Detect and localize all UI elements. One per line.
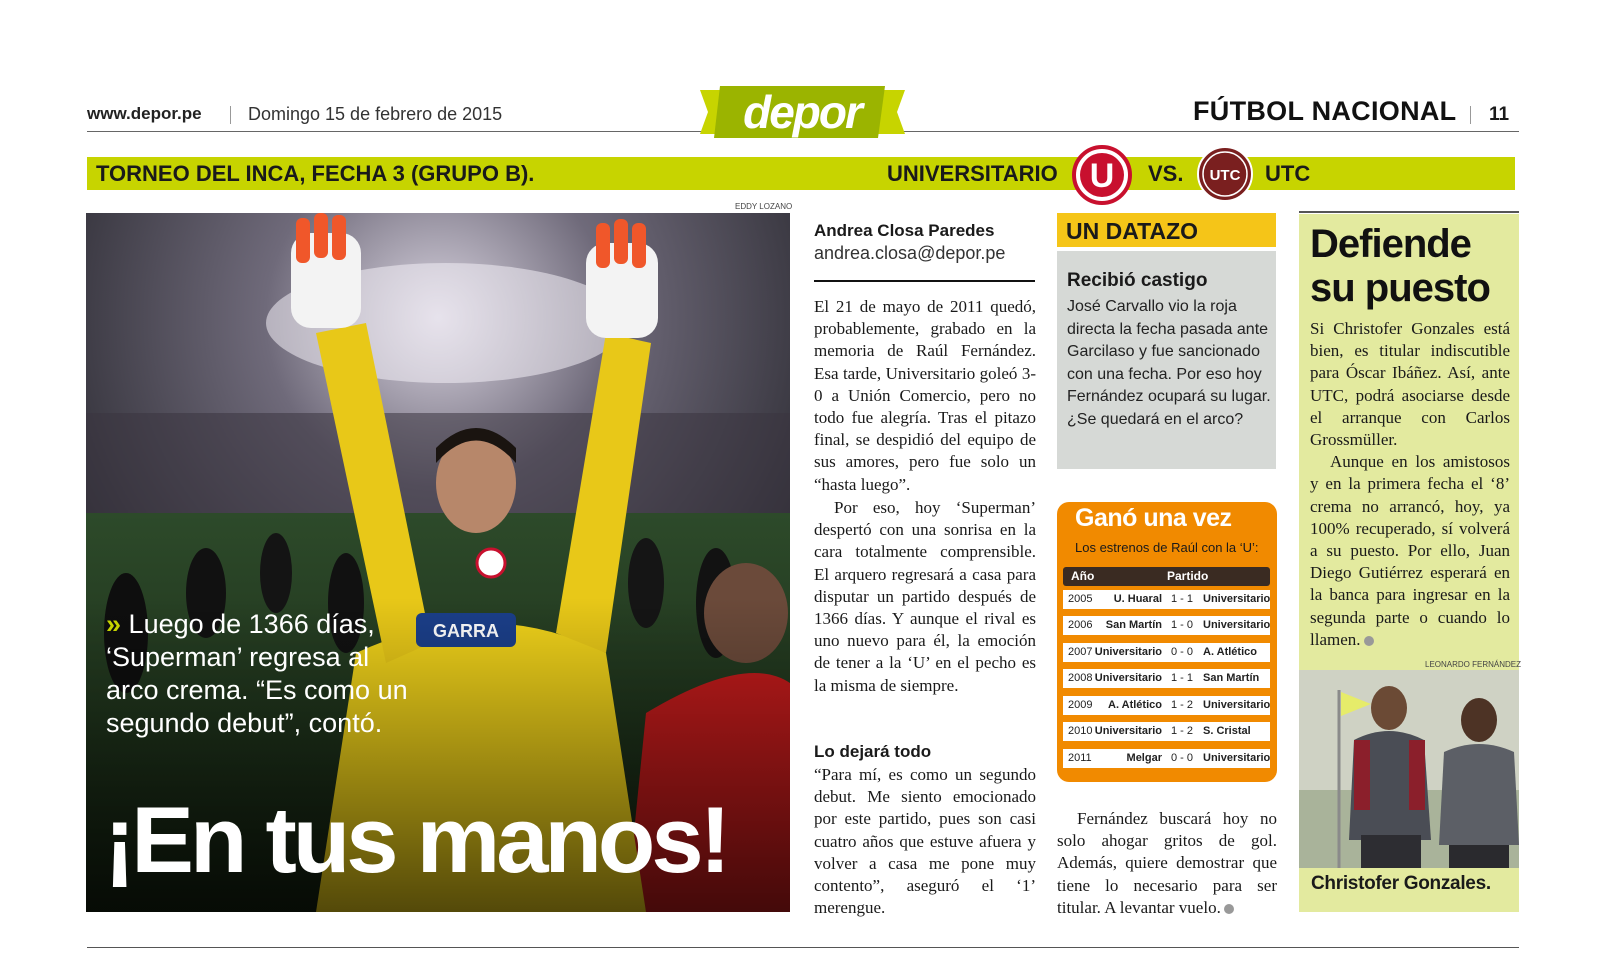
row-home: Universitario bbox=[1094, 672, 1162, 684]
row-home: Universitario bbox=[1094, 725, 1162, 737]
table-row bbox=[1063, 643, 1270, 662]
row-score: 1 - 1 bbox=[1171, 672, 1194, 684]
universitario-crest-icon bbox=[1072, 145, 1132, 205]
sidebar-text bbox=[1310, 318, 1510, 651]
sidebar-photo-credit: LEONARDO FERNÁNDEZ bbox=[1425, 660, 1522, 669]
sidebar-paragraph-text: Aunque en los amistosos y en la primera fecha el ‘8’ crema no arrancó, hoy, ya 100% recuperado, sí volverá a su puesto. Por ello, Juan Diego Gutiérrez esperará en la banca para ingresar en la segunda parte o cuando lo llamen. bbox=[1310, 452, 1510, 649]
article-subhead: Lo dejará todo bbox=[814, 742, 932, 761]
row-away: Universitario bbox=[1203, 593, 1271, 605]
row-year: 2009 bbox=[1068, 699, 1093, 711]
row-year: 2008 bbox=[1068, 672, 1093, 684]
sidebar-paragraph: Si Christofer Gonzales está bien, es titular indiscutible para Óscar Ibáñez. Así, ante UTC, podrá asociarse desde el arranque con Carlos Grossmüller. bbox=[1310, 319, 1510, 450]
page-bottom-rule bbox=[87, 947, 1519, 948]
page-number: 11 bbox=[1489, 104, 1510, 125]
table-row bbox=[1063, 590, 1270, 609]
headline: ¡En tus manos! bbox=[104, 787, 727, 892]
article-closing bbox=[1057, 808, 1277, 919]
row-home: U. Huaral bbox=[1113, 593, 1162, 605]
row-score: 1 - 2 bbox=[1171, 725, 1194, 737]
row-away: Universitario bbox=[1203, 699, 1271, 711]
end-mark-icon bbox=[1364, 636, 1374, 646]
site-url: www.depor.pe bbox=[87, 104, 202, 123]
article-quote: “Para mí, es como un segundo debut. Me siento emocionado por este partido, pues son casi cuatro años que estuve afuera y volver a casa me pone muy contento”, aseguró el ‘1’ merengue. bbox=[814, 765, 1036, 918]
versus-label: VS. bbox=[1148, 161, 1184, 186]
table-row bbox=[1063, 669, 1270, 688]
banner-end bbox=[1515, 157, 1519, 190]
row-year: 2006 bbox=[1068, 619, 1093, 631]
author-name: Andrea Closa Paredes bbox=[814, 221, 995, 240]
row-score: 0 - 0 bbox=[1171, 752, 1194, 764]
photo-caption bbox=[106, 608, 426, 740]
svg-text:U: U bbox=[1089, 157, 1115, 195]
table-row bbox=[1063, 722, 1270, 741]
table-row bbox=[1063, 616, 1270, 635]
article-paragraph: Por eso, hoy ‘Superman’ despertó con una sonrisa en la cara totalmente comprensible. El arquero regresará a casa para disputar un partido después de 1366 días. Y aunque el rival es uno nuevo para él, la emoción de tener a la ‘U’ en el pecho es la misma de siempre. bbox=[814, 498, 1036, 695]
row-home: Melgar bbox=[1126, 752, 1162, 764]
tournament-label: TORNEO DEL INCA, FECHA 3 (GRUPO B). bbox=[96, 161, 535, 186]
record-title: Ganó una vez bbox=[1075, 504, 1232, 532]
closing-text: Fernández buscará hoy no solo ahogar gritos de gol. Además, quiere demostrar que tiene lo necesario para ser titular. A levantar vuelo. bbox=[1057, 809, 1277, 917]
record-table-header bbox=[1063, 567, 1270, 586]
article-paragraph: El 21 de mayo de 2011 quedó, probablemente, grabado en la memoria de Raúl Fernández. Esa tarde, Universitario goleó 3-0 a Unión Comercio, pero no todo fue alegría. Tras el pitazo final, se despidió del equipo de sus amores, pero fue solo un “hasta luego”. bbox=[814, 297, 1036, 494]
row-away: A. Atlético bbox=[1203, 646, 1257, 658]
player-photo-art bbox=[1299, 670, 1519, 868]
row-away: San Martín bbox=[1203, 672, 1260, 684]
page-separator bbox=[1470, 106, 1471, 124]
end-mark-icon bbox=[1224, 904, 1234, 914]
row-away: Universitario bbox=[1203, 752, 1271, 764]
caption-text: Luego de 1366 días, ‘Superman’ regresa al arco crema. “Es como un segundo debut”, contó. bbox=[106, 609, 408, 738]
row-year: 2010 bbox=[1068, 725, 1093, 737]
section-title: FÚTBOL NACIONAL bbox=[1193, 96, 1457, 126]
author-rule bbox=[814, 280, 1035, 282]
row-score: 1 - 2 bbox=[1171, 699, 1194, 711]
row-year: 2005 bbox=[1068, 593, 1093, 605]
player-photo bbox=[1299, 670, 1519, 868]
utc-crest-icon bbox=[1196, 145, 1254, 203]
row-year: 2007 bbox=[1068, 646, 1093, 658]
svg-text:UTC: UTC bbox=[1209, 167, 1241, 184]
row-score: 1 - 0 bbox=[1171, 619, 1194, 631]
home-team-label: UNIVERSITARIO bbox=[887, 161, 1058, 186]
record-subtitle: Los estrenos de Raúl con la ‘U’: bbox=[1075, 540, 1259, 555]
photo-credit: EDDY LOZANO bbox=[735, 202, 793, 211]
header-separator bbox=[230, 106, 231, 124]
logo-text: depor bbox=[743, 86, 861, 138]
row-score: 0 - 0 bbox=[1171, 646, 1194, 658]
author-email[interactable]: andrea.closa@depor.pe bbox=[814, 243, 1006, 263]
player-photo-caption: Christofer Gonzales. bbox=[1311, 873, 1491, 894]
depor-logo bbox=[700, 84, 905, 140]
col-match-header: Partido bbox=[1167, 569, 1209, 583]
sidebar-title: Defiende su puesto bbox=[1310, 222, 1490, 310]
datazo-title: UN DATAZO bbox=[1066, 218, 1199, 244]
row-home: San Martín bbox=[1105, 619, 1162, 631]
row-score: 1 - 1 bbox=[1171, 593, 1194, 605]
row-home: Universitario bbox=[1094, 646, 1162, 658]
table-row bbox=[1063, 696, 1270, 715]
row-year: 2011 bbox=[1068, 752, 1092, 764]
row-away: S. Cristal bbox=[1203, 725, 1251, 737]
away-team-label: UTC bbox=[1265, 161, 1311, 186]
table-row bbox=[1063, 749, 1270, 768]
sidebar-paragraph bbox=[1310, 451, 1510, 651]
col-year-header: Año bbox=[1071, 569, 1095, 583]
row-home: A. Atlético bbox=[1108, 699, 1162, 711]
datazo-text: José Carvallo vio la roja directa la fecha pasada ante Garcilaso y fue sancionado con una fecha. Por eso hoy Fernández ocupará su lugar. ¿Se quedará en el arco? bbox=[1067, 298, 1271, 428]
datazo-subtitle: Recibió castigo bbox=[1067, 270, 1208, 291]
row-away: Universitario bbox=[1203, 619, 1271, 631]
sidebar-rule bbox=[1299, 211, 1519, 213]
publication-date: Domingo 15 de febrero de 2015 bbox=[248, 104, 503, 124]
caption-marker: » bbox=[106, 609, 122, 639]
